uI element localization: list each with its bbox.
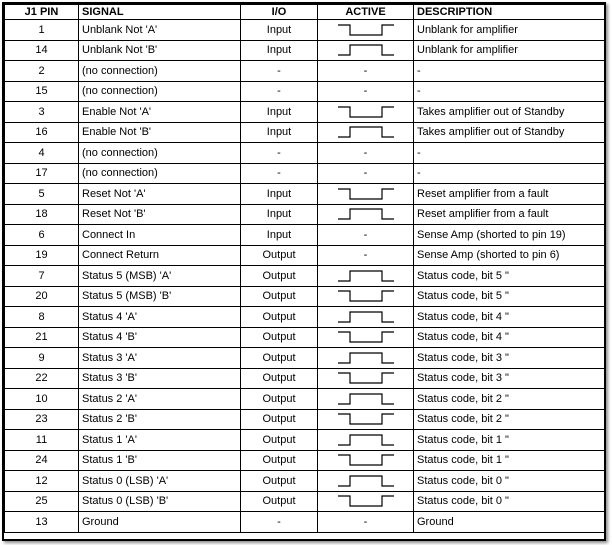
io-cell: - (241, 61, 318, 82)
active-cell (318, 409, 414, 430)
table-row (5, 102, 605, 123)
table-row (5, 409, 605, 430)
active-cell: - (318, 61, 414, 82)
description-cell: Status code, bit 4 " (414, 307, 605, 328)
active-low-pulse-icon (337, 187, 395, 201)
description-cell: Status code, bit 5 " (414, 286, 605, 307)
signal-cell: Status 2 'A' (79, 389, 241, 410)
description-cell: - (414, 143, 605, 164)
active-low-pulse-icon (337, 105, 395, 119)
pin-cell: 2 (5, 61, 79, 82)
pin-cell: 19 (5, 245, 79, 266)
active-high-pulse-icon (337, 207, 395, 221)
header-pin: J1 PIN (5, 5, 79, 20)
table-row (5, 368, 605, 389)
description-cell: Status code, bit 3 " (414, 368, 605, 389)
active-cell (318, 40, 414, 61)
table-row (5, 184, 605, 205)
active-cell (318, 184, 414, 205)
description-cell: Status code, bit 1 " (414, 430, 605, 451)
active-cell (318, 20, 414, 41)
io-cell: Output (241, 389, 318, 410)
table-body (5, 20, 605, 533)
pin-cell: 15 (5, 81, 79, 102)
active-cell (318, 430, 414, 451)
description-cell: Reset amplifier from a fault (414, 204, 605, 225)
description-cell: Status code, bit 0 " (414, 471, 605, 492)
io-cell: Output (241, 430, 318, 451)
active-low-pulse-icon (337, 494, 395, 508)
table-row (5, 143, 605, 164)
signal-cell: Status 1 'A' (79, 430, 241, 451)
io-cell: Output (241, 348, 318, 369)
description-cell: Sense Amp (shorted to pin 19) (414, 225, 605, 246)
io-cell: Output (241, 409, 318, 430)
pin-cell: 1 (5, 20, 79, 41)
table-row (5, 163, 605, 184)
active-cell: - (318, 143, 414, 164)
signal-cell: Ground (79, 512, 241, 533)
pin-cell: 11 (5, 430, 79, 451)
table-row (5, 491, 605, 512)
active-cell (318, 491, 414, 512)
table-row (5, 307, 605, 328)
description-cell: Status code, bit 3 " (414, 348, 605, 369)
description-cell: - (414, 163, 605, 184)
table-row (5, 40, 605, 61)
pin-cell: 8 (5, 307, 79, 328)
description-cell: Unblank for amplifier (414, 20, 605, 41)
active-high-pulse-icon (337, 310, 395, 324)
active-low-pulse-icon (337, 453, 395, 467)
active-cell (318, 327, 414, 348)
table-row (5, 450, 605, 471)
io-cell: - (241, 163, 318, 184)
signal-cell: Reset Not 'B' (79, 204, 241, 225)
active-high-pulse-icon (337, 474, 395, 488)
pin-cell: 22 (5, 368, 79, 389)
table-row (5, 204, 605, 225)
description-cell: Sense Amp (shorted to pin 6) (414, 245, 605, 266)
io-cell: Input (241, 20, 318, 41)
signal-cell: Status 0 (LSB) 'A' (79, 471, 241, 492)
signal-cell: (no connection) (79, 61, 241, 82)
signal-cell: (no connection) (79, 81, 241, 102)
table-row (5, 122, 605, 143)
table-row (5, 81, 605, 102)
description-cell: Status code, bit 5 " (414, 266, 605, 287)
description-cell: Status code, bit 4 " (414, 327, 605, 348)
io-cell: - (241, 81, 318, 102)
active-low-pulse-icon (337, 23, 395, 37)
description-cell: Takes amplifier out of Standby (414, 122, 605, 143)
io-cell: Input (241, 122, 318, 143)
io-cell: Output (241, 368, 318, 389)
active-cell (318, 389, 414, 410)
io-cell: - (241, 143, 318, 164)
description-cell: Status code, bit 1 " (414, 450, 605, 471)
active-cell (318, 266, 414, 287)
description-cell: - (414, 61, 605, 82)
pin-cell: 21 (5, 327, 79, 348)
signal-cell: Status 5 (MSB) 'B' (79, 286, 241, 307)
description-cell: Status code, bit 0 " (414, 491, 605, 512)
pin-cell: 6 (5, 225, 79, 246)
active-low-pulse-icon (337, 289, 395, 303)
active-cell (318, 450, 414, 471)
signal-cell: Connect Return (79, 245, 241, 266)
signal-cell: Status 3 'B' (79, 368, 241, 389)
table-row (5, 266, 605, 287)
table-row (5, 20, 605, 41)
signal-cell: Status 4 'B' (79, 327, 241, 348)
pin-cell: 16 (5, 122, 79, 143)
io-cell: Output (241, 266, 318, 287)
table-row (5, 430, 605, 451)
io-cell: - (241, 512, 318, 533)
signal-cell: Status 3 'A' (79, 348, 241, 369)
io-cell: Input (241, 102, 318, 123)
io-cell: Output (241, 245, 318, 266)
header-signal: SIGNAL (79, 5, 241, 20)
pin-cell: 24 (5, 450, 79, 471)
active-cell: - (318, 512, 414, 533)
pin-cell: 14 (5, 40, 79, 61)
active-high-pulse-icon (337, 392, 395, 406)
pin-cell: 23 (5, 409, 79, 430)
io-cell: Input (241, 225, 318, 246)
header-io: I/O (241, 5, 318, 20)
description-cell: Reset amplifier from a fault (414, 184, 605, 205)
description-cell: - (414, 81, 605, 102)
io-cell: Output (241, 286, 318, 307)
signal-cell: Status 2 'B' (79, 409, 241, 430)
pin-cell: 5 (5, 184, 79, 205)
active-high-pulse-icon (337, 351, 395, 365)
io-cell: Output (241, 307, 318, 328)
signal-cell: Unblank Not 'B' (79, 40, 241, 61)
pin-cell: 3 (5, 102, 79, 123)
table-header (5, 5, 605, 20)
active-high-pulse-icon (337, 125, 395, 139)
pin-cell: 18 (5, 204, 79, 225)
table-row (5, 286, 605, 307)
active-cell (318, 307, 414, 328)
active-cell: - (318, 225, 414, 246)
pin-cell: 20 (5, 286, 79, 307)
active-cell (318, 286, 414, 307)
table-row (5, 471, 605, 492)
active-high-pulse-icon (337, 269, 395, 283)
table-row (5, 61, 605, 82)
header-row (5, 5, 605, 20)
pin-cell: 13 (5, 512, 79, 533)
pin-cell: 17 (5, 163, 79, 184)
header-description: DESCRIPTION (414, 5, 605, 20)
description-cell: Ground (414, 512, 605, 533)
signal-cell: (no connection) (79, 143, 241, 164)
pin-cell: 4 (5, 143, 79, 164)
io-cell: Output (241, 327, 318, 348)
table-row (5, 225, 605, 246)
active-cell: - (318, 163, 414, 184)
signal-cell: Enable Not 'B' (79, 122, 241, 143)
io-cell: Output (241, 471, 318, 492)
signal-cell: (no connection) (79, 163, 241, 184)
table-row (5, 327, 605, 348)
pin-cell: 10 (5, 389, 79, 410)
description-cell: Takes amplifier out of Standby (414, 102, 605, 123)
description-cell: Status code, bit 2 " (414, 409, 605, 430)
signal-cell: Enable Not 'A' (79, 102, 241, 123)
table-row (5, 348, 605, 369)
active-cell (318, 122, 414, 143)
active-high-pulse-icon (337, 43, 395, 57)
active-cell (318, 102, 414, 123)
active-cell (318, 204, 414, 225)
active-cell (318, 471, 414, 492)
io-cell: Output (241, 491, 318, 512)
pin-table-frame (2, 2, 606, 541)
active-low-pulse-icon (337, 371, 395, 385)
active-cell (318, 368, 414, 389)
table-row (5, 512, 605, 533)
table-row (5, 245, 605, 266)
table-row (5, 389, 605, 410)
signal-cell: Connect In (79, 225, 241, 246)
signal-cell: Reset Not 'A' (79, 184, 241, 205)
active-cell: - (318, 81, 414, 102)
active-cell (318, 348, 414, 369)
pin-cell: 9 (5, 348, 79, 369)
description-cell: Status code, bit 2 " (414, 389, 605, 410)
io-cell: Input (241, 40, 318, 61)
signal-cell: Status 0 (LSB) 'B' (79, 491, 241, 512)
io-cell: Input (241, 184, 318, 205)
signal-cell: Status 1 'B' (79, 450, 241, 471)
active-low-pulse-icon (337, 412, 395, 426)
pin-cell: 7 (5, 266, 79, 287)
pin-cell: 12 (5, 471, 79, 492)
signal-cell: Unblank Not 'A' (79, 20, 241, 41)
active-high-pulse-icon (337, 433, 395, 447)
header-active: ACTIVE (318, 5, 414, 20)
active-low-pulse-icon (337, 330, 395, 344)
pin-cell: 25 (5, 491, 79, 512)
signal-cell: Status 4 'A' (79, 307, 241, 328)
pin-table (4, 4, 605, 533)
signal-cell: Status 5 (MSB) 'A' (79, 266, 241, 287)
io-cell: Input (241, 204, 318, 225)
active-cell: - (318, 245, 414, 266)
description-cell: Unblank for amplifier (414, 40, 605, 61)
io-cell: Output (241, 450, 318, 471)
